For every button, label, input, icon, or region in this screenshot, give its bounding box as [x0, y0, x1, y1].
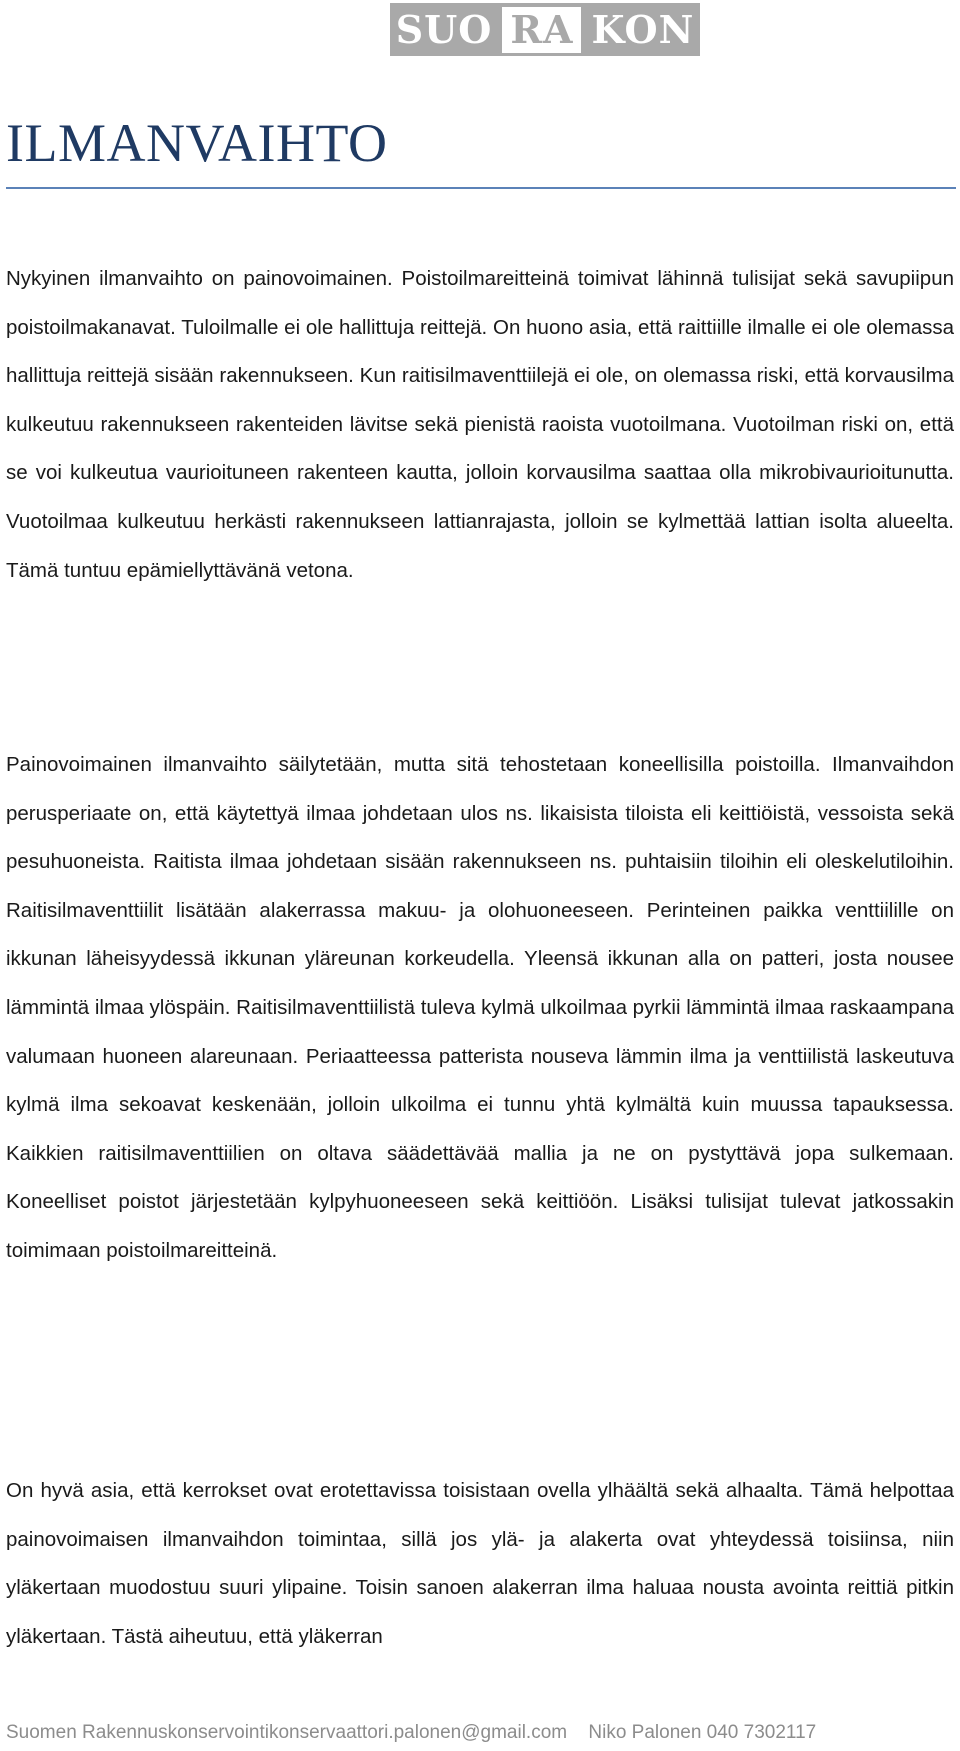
footer-organization-email: Suomen Rakennuskonservointikonservaattori.palonen@gmail.com [6, 1722, 568, 1743]
suorakon-logo [390, 3, 700, 56]
footer-contact: Niko Palonen 040 7302117 [588, 1722, 817, 1743]
paragraph-current-ventilation: Nykyinen ilmanvaihto on painovoimainen. Poistoilmareitteinä toimivat lähinnä tulisijat sekä savupiipun poistoilmakanavat. Tuloilmalle ei ole hallittuja reittejä. On huono asia, että raittiille ilmalle ei ole olemassa hallittuja reittejä sisään rakennukseen. Kun raitisilmaventtiilejä ei ole, on olemassa riski, että korvausilma kulkeutuu rakennukseen rakenteiden lävitse sekä pienistä raoista vuotoilmana. Vuotoilman riski on, että se voi kulkeutua vaurioituneen rakenteen kautta, jolloin korvausilma saattaa olla mikrobivaurioitunutta. Vuotoilmaa kulkeutuu herkästi rakennukseen lattianrajasta, jolloin se kylmettää lattian isolta alueelta. Tämä tuntuu epämiellyttävänä vetona. [6, 267, 954, 582]
logo-text-left: SUO [395, 7, 493, 52]
logo-text-right: KON [591, 7, 695, 52]
paragraph-ventilation-plan: Painovoimainen ilmanvaihto säilytetään, mutta sitä tehostetaan koneellisilla poistoilla. Ilmanvaihdon perusperiaate on, että käytettyä ilmaa johdetaan ulos ns. likaisista tiloista eli keittiöistä, vessoista sekä pesuhuoneista. Raitista ilmaa johdetaan sisään rakennukseen ns. puhtaisiin tiloihin eli oleskelutiloihin. Raitisilmaventtiilit lisätään alakerrassa makuu- ja olohuoneeseen. Perinteinen paikka venttiilille on ikkunan läheisyydessä ikkunan yläreunan korkeudella. Yleensä ikkunan alla on patteri, josta nousee lämmintä ilmaa ylöspäin. Raitisilmaventtiilistä tuleva kylmä ulkoilmaa pyrkii lämmintä ilmaa raskaampana valumaan huoneen alareunaan. Periaatteessa patterista nouseva lämmin ilma ja venttiilistä laskeutuva kylmä ilma sekoavat keskenään, jolloin ulkoilma ei tunnu yhtä kylmältä kuin muussa tapauksessa. Kaikkien raitisilmaventtiilien on oltava säädettävää mallia ja ne on pystyttävä jopa sulkemaan. Koneelliset poistot järjestetään kylpyhuoneeseen sekä keittiöön. Lisäksi tulisijat tulevat jatkossakin toimimaan poistoilmareitteinä. [6, 753, 954, 1262]
title-underline [6, 187, 956, 189]
page-title: ILMANVAIHTO [6, 113, 388, 173]
page-footer [6, 1722, 816, 1744]
paragraph-floor-separation: On hyvä asia, että kerrokset ovat erotettavissa toisistaan ovella ylhäältä sekä alhaalta. Tämä helpottaa painovoimaisen ilmanvaihdon toimintaa, sillä jos ylä- ja alakerta ovat yhteydessä toisiinsa, niin yläkertaan muodostuu suuri ylipaine. Toisin sanoen alakerran ilma haluaa nousta avointa reittiä pitkin yläkertaan. Tästä aiheutuu, että yläkerran [6, 1479, 954, 1648]
logo-text-middle: RA [502, 7, 581, 53]
